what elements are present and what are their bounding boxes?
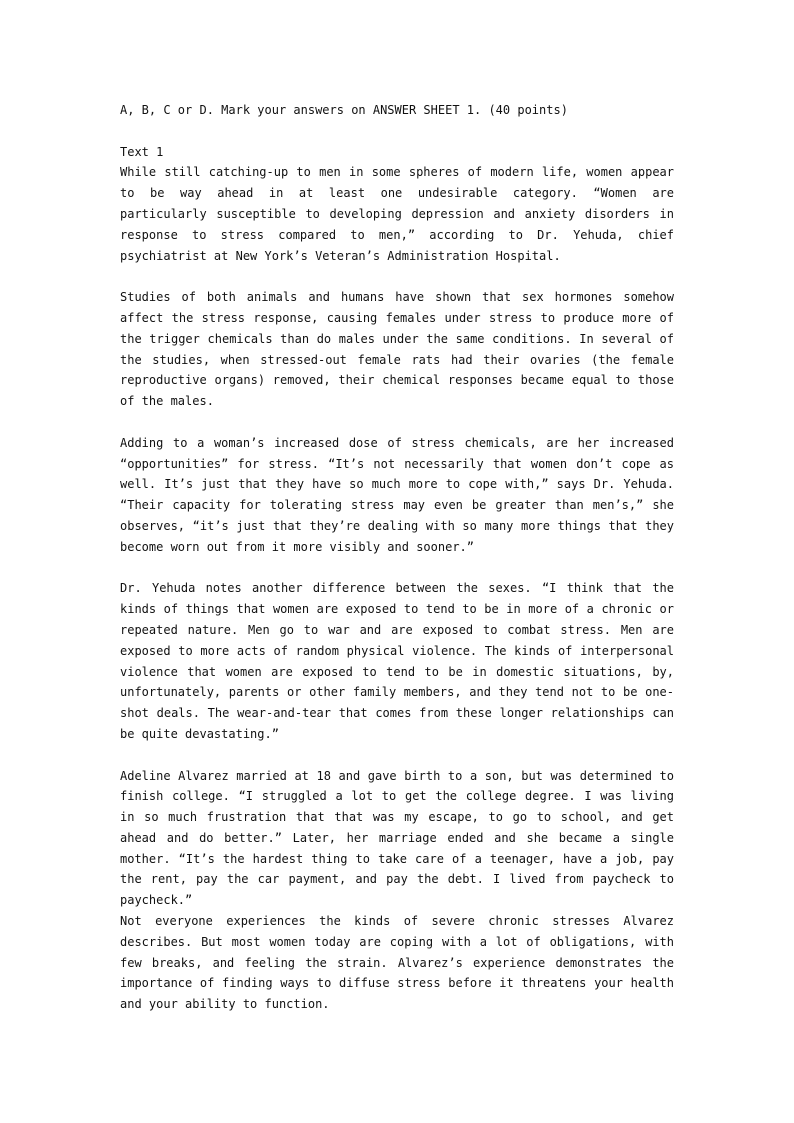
text-title: Text 1 [120,144,164,159]
paragraph-2: Studies of both animals and humans have shown that sex hormones somehow affect the stress response, causing females under stress to produce more of the trigger chemicals than do males under the same conditions. In several of the studies, when stressed-out female rats had their ovaries (the female reproductive organs) removed, their chemical responses became equal to those of the males. [120,290,674,409]
paragraph-4: Dr. Yehuda notes another difference between the sexes. “I think that the kinds of things that women are exposed to tend to be in more of a chronic or repeated nature. Men go to war and are exposed to combat stress. Men are exposed to more acts of random physical violence. The kinds of interpersonal violence that women are exposed to tend to be in domestic situations, by, unfortunately, parents or other family members, and they tend not to be one-shot deals. The wear-and-tear that comes from these longer relationships can be quite devastating.” [120,581,674,741]
document-page [120,100,674,1036]
paragraph-1: While still catching-up to men in some spheres of modern life, women appear to be way ahead in at least one undesirable category. “Women are particularly susceptible to developing depression and anxiety disorders in response to stress compared to men,” according to Dr. Yehuda, chief psychiatrist at New York’s Veteran’s Administration Hospital. [120,165,674,263]
instructions-line: A, B, C or D. Mark your answers on ANSWER SHEET 1. (40 points) [120,103,568,117]
paragraph-3: Adding to a woman’s increased dose of stress chemicals, are her increased “opportunities” for stress. “It’s not necessarily that women don’t cope as well. It’s just that they have so much more to cope with,” says Dr. Yehuda. “Their capacity for tolerating stress may even be greater than men’s,” she observes, “it’s just that they’re dealing with so many more things that they become worn out from it more visibly and sooner.” [120,435,674,554]
paragraph-6: Not everyone experiences the kinds of severe chronic stresses Alvarez describes. But most women today are coping with a lot of obligations, with few breaks, and feeling the strain. Alvarez’s experience demonstrates the importance of finding ways to diffuse stress before it threatens your health and your ability to function. [120,914,674,1012]
paragraph-5: Adeline Alvarez married at 18 and gave birth to a son, but was determined to finish college. “I struggled a lot to get the college degree. I was living in so much frustration that that was my escape, to go to school, and get ahead and do better.” Later, her marriage ended and she became a single mother. “It’s the hardest thing to take care of a teenager, have a job, pay the rent, pay the car payment, and pay the debt. I lived from paycheck to paycheck.” [120,768,674,908]
